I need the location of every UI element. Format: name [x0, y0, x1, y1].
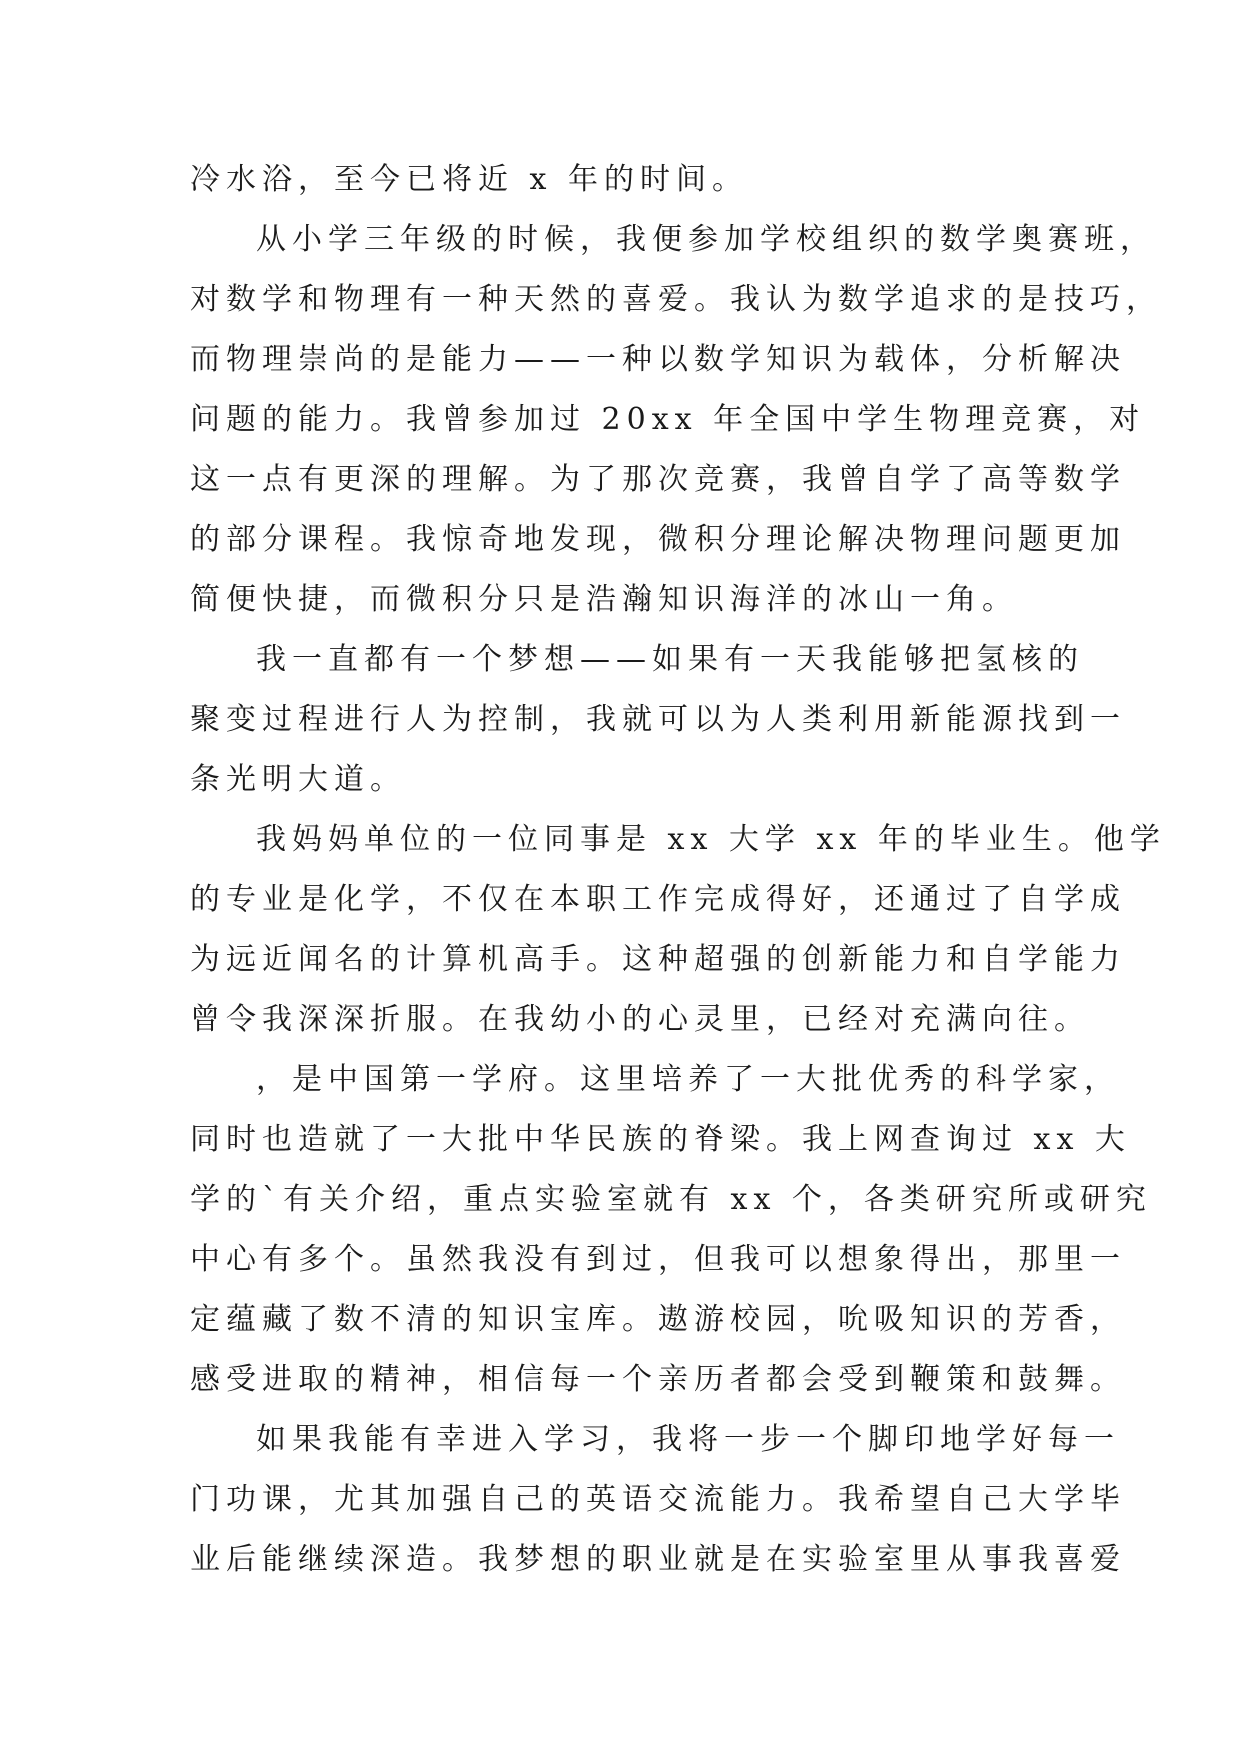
text-line: 条光明大道。 [190, 762, 406, 797]
text-line: 问题的能力。我曾参加过 20xx 年全国中学生物理竞赛，对 [190, 402, 1146, 437]
text-line: 聚变过程进行人为控制，我就可以为人类利用新能源找到一 [190, 702, 1126, 737]
text-line: 冷水浴，至今已将近 x 年的时间。 [190, 162, 748, 197]
text-line: 业后能继续深造。我梦想的职业就是在实验室里从事我喜爱 [190, 1542, 1126, 1577]
text-line: 为远近闻名的计算机高手。这种超强的创新能力和自学能力 [190, 942, 1126, 977]
text-line: 而物理崇尚的是能力——一种以数学知识为载体，分析解决 [190, 342, 1126, 377]
text-line: 学的`有关介绍，重点实验室就有 xx 个，各类研究所或研究 [190, 1182, 1152, 1217]
text-line: 曾令我深深折服。在我幼小的心灵里，已经对充满向往。 [190, 1002, 1090, 1037]
text-line: 感受进取的精神，相信每一个亲历者都会受到鞭策和鼓舞。 [190, 1362, 1126, 1397]
paragraph-first-line: 从小学三年级的时候，我便参加学校组织的数学奥赛班， [256, 222, 1156, 257]
text-line: 的部分课程。我惊奇地发现，微积分理论解决物理问题更加 [190, 522, 1126, 557]
paragraph-first-line: 如果我能有幸进入学习，我将一步一个脚印地学好每一 [256, 1422, 1120, 1457]
text-line: 简便快捷，而微积分只是浩瀚知识海洋的冰山一角。 [190, 582, 1018, 617]
text-line: 定蕴藏了数不清的知识宝库。遨游校园，吮吸知识的芳香， [190, 1302, 1126, 1337]
text-line: 中心有多个。虽然我没有到过，但我可以想象得出，那里一 [190, 1242, 1126, 1277]
text-line: 同时也造就了一大批中华民族的脊梁。我上网查询过 xx 大 [190, 1122, 1131, 1157]
paragraph-first-line: 我妈妈单位的一位同事是 xx 大学 xx 年的毕业生。他学 [256, 822, 1166, 857]
text-line: 的专业是化学，不仅在本职工作完成得好，还通过了自学成 [190, 882, 1126, 917]
paragraph-first-line: 我一直都有一个梦想——如果有一天我能够把氢核的 [256, 642, 1084, 677]
paragraph-first-line: ，是中国第一学府。这里培养了一大批优秀的科学家， [256, 1062, 1120, 1097]
text-line: 门功课，尤其加强自己的英语交流能力。我希望自己大学毕 [190, 1482, 1126, 1517]
text-line: 对数学和物理有一种天然的喜爱。我认为数学追求的是技巧， [190, 282, 1162, 317]
text-line: 这一点有更深的理解。为了那次竞赛，我曾自学了高等数学 [190, 462, 1126, 497]
